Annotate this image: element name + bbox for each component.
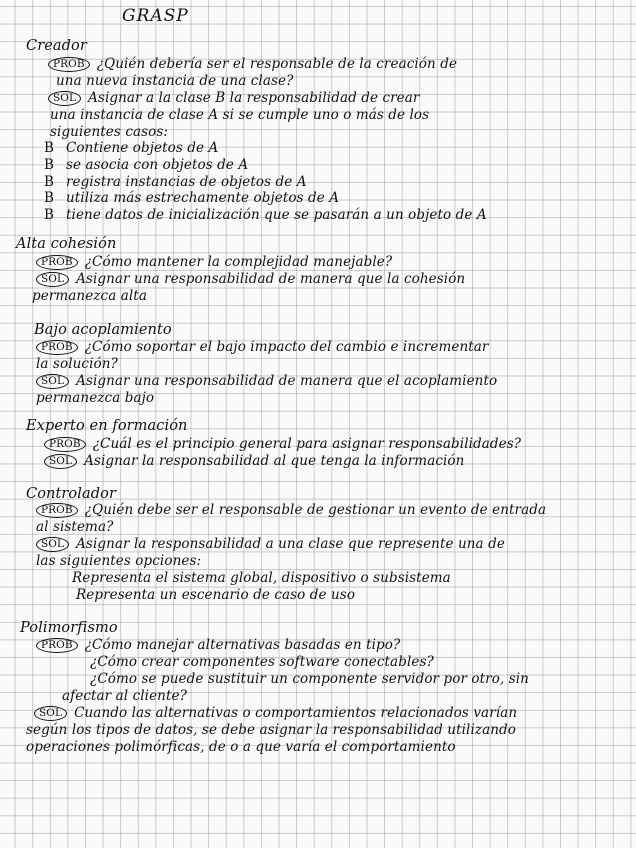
bullet-marker: B	[44, 174, 55, 190]
polimorfismo-problem-text-3: ¿Cómo se puede sustituir un componente servidor por otro, sin	[90, 671, 529, 687]
creador-solution-line	[48, 90, 419, 106]
polimorfismo-solution-line: SOL Cuando las alternativas o comportamientos relacionados varían	[34, 705, 517, 721]
bullet-marker: B	[44, 207, 55, 223]
creador-solution-text-2: una instancia de clase A si se cumple uno o más de los	[50, 107, 430, 123]
prob-badge: PROB	[36, 255, 78, 270]
bajo-solution-text-2: permanezca bajo	[36, 390, 155, 406]
bullet-marker: B	[44, 190, 55, 206]
alta-problem-line: PROB ¿Cómo mantener la complejidad manejable?	[36, 254, 392, 270]
polimorfismo-problem-text-2: ¿Cómo crear componentes software conectables?	[90, 654, 434, 670]
bajo-problem-line: PROB ¿Cómo soportar el bajo impacto del cambio e incrementar	[36, 339, 488, 355]
creador-solution-text-1: Asignar a la clase B la responsabilidad de crear	[88, 90, 420, 106]
polimorfismo-solution-text-2: según los tipos de datos, se debe asignar la responsabilidad utilizando	[26, 722, 516, 738]
section-heading-experto: Experto en formación	[26, 418, 188, 434]
sol-badge: SOL	[34, 706, 67, 721]
sol-badge: SOL	[44, 454, 77, 469]
bullet-marker: B	[44, 140, 55, 156]
experto-solution-line: SOL Asignar la responsabilidad al que tenga la información	[44, 453, 464, 469]
creador-item: B registra instancias de objetos de A	[44, 174, 307, 190]
section-heading-controlador: Controlador	[26, 486, 116, 502]
creador-item: B Contiene objetos de A	[44, 140, 219, 156]
sol-badge: SOL	[36, 537, 69, 552]
bullet-marker: B	[44, 157, 55, 173]
sol-badge: SOL	[48, 91, 81, 106]
section-heading-alta-cohesion: Alta cohesión	[16, 236, 117, 252]
polimorfismo-problem-text-4: afectar al cliente?	[62, 688, 187, 704]
alta-solution-text-2: permanezca alta	[32, 288, 147, 304]
prob-badge: PROB	[36, 340, 78, 355]
polimorfismo-problem-line: PROB ¿Cómo manejar alternativas basadas en tipo?	[36, 637, 400, 653]
controlador-problem-line: PROB ¿Quién debe ser el responsable de gestionar un evento de entrada	[36, 502, 546, 518]
section-heading-bajo-acoplamiento: Bajo acoplamiento	[34, 322, 172, 338]
creador-item: B tiene datos de inicialización que se pasarán a un objeto de A	[44, 207, 487, 223]
prob-badge: PROB	[44, 437, 86, 452]
creador-problem-text-1: ¿Quién debería ser el responsable de la creación de	[96, 56, 458, 72]
experto-problem-line: PROB ¿Cuál es el principio general para asignar responsabilidades?	[44, 436, 521, 452]
page-title: GRASP	[122, 6, 189, 26]
prob-badge: PROB	[36, 503, 78, 518]
controlador-option: Representa el sistema global, dispositivo o subsistema	[72, 570, 451, 586]
section-heading-polimorfismo: Polimorfismo	[20, 620, 118, 636]
section-heading-creador: Creador	[26, 38, 87, 54]
creador-problem-line	[48, 56, 457, 72]
prob-badge: PROB	[36, 638, 78, 653]
sol-badge: SOL	[36, 272, 69, 287]
alta-solution-line: SOL Asignar una responsabilidad de manera que la cohesión	[36, 271, 465, 287]
controlador-solution-text-2: las siguientes opciones:	[36, 553, 202, 569]
creador-problem-text-2: una nueva instancia de una clase?	[56, 73, 294, 89]
prob-badge: PROB	[48, 57, 90, 72]
creador-solution-text-3: siguientes casos:	[50, 124, 169, 140]
controlador-problem-text-2: al sistema?	[36, 519, 114, 535]
creador-item: B se asocia con objetos de A	[44, 157, 249, 173]
controlador-option: Representa un escenario de caso de uso	[76, 587, 356, 603]
controlador-solution-line: SOL Asignar la responsabilidad a una clase que represente una de	[36, 536, 505, 552]
sol-badge: SOL	[36, 374, 69, 389]
bajo-solution-line: SOL Asignar una responsabilidad de manera que el acoplamiento	[36, 373, 497, 389]
polimorfismo-solution-text-3: operaciones polimórficas, de o a que varía el comportamiento	[26, 739, 456, 755]
bajo-problem-text-2: la solución?	[36, 356, 118, 372]
creador-item: B utiliza más estrechamente objetos de A	[44, 190, 340, 206]
